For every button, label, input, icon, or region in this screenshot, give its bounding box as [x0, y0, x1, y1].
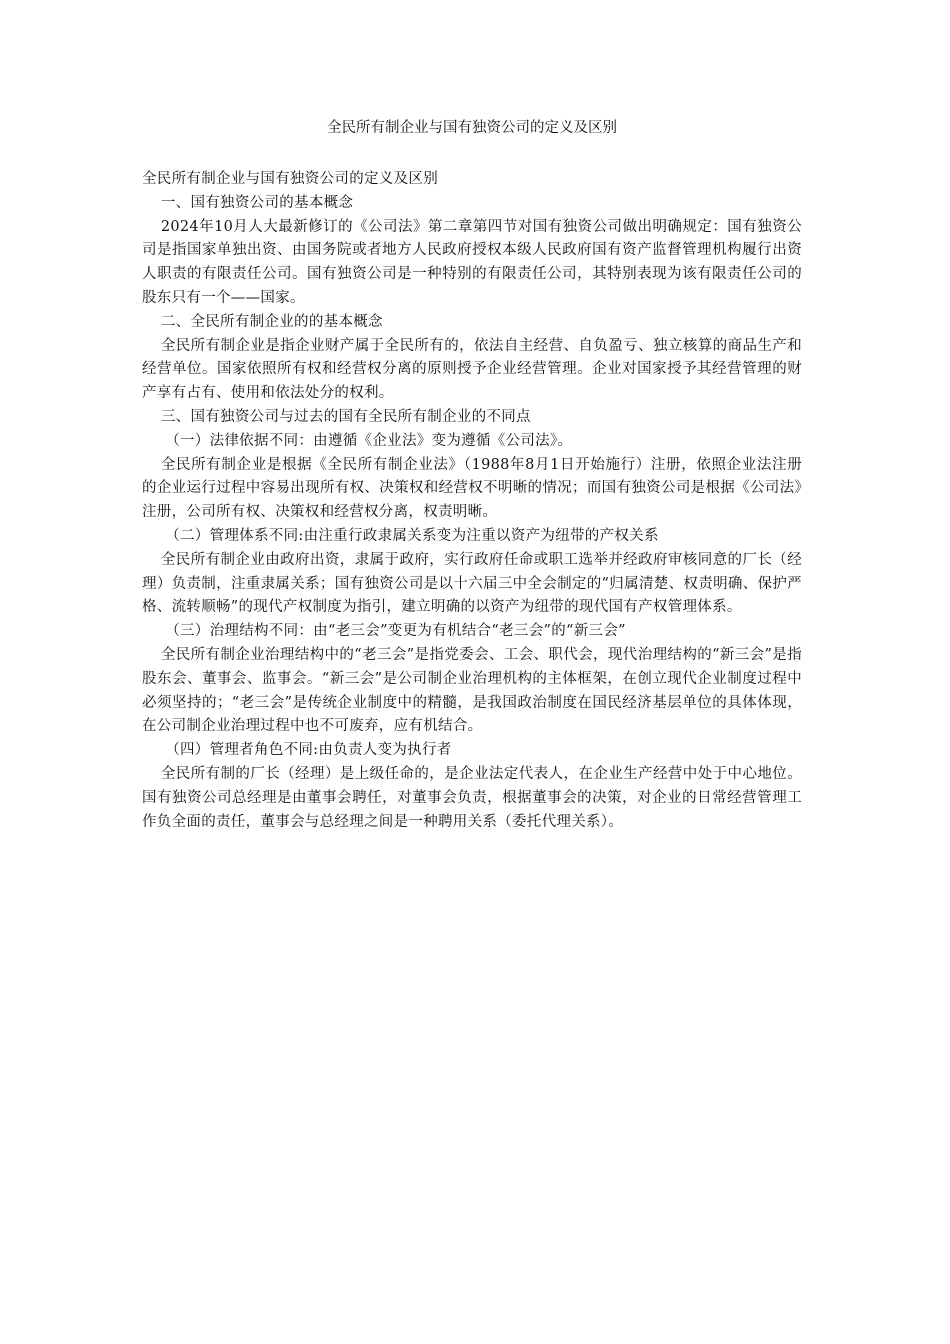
- subsection-heading-2: （二）管理体系不同:由注重行政隶属关系变为注重以资产为纽带的产权关系: [165, 527, 659, 544]
- paragraph: 全民所有制企业由政府出资，隶属于政府，实行政府任命或职工选举并经政府审核同意的厂长（经理）负责制，注重隶属关系；国有独资公司是以十六届三中全会制定的“归属清楚、权责明确、保护严格、流转顺畅”的现代产权制度为指引，建立明确的以资产为纽带的现代国有产权管理体系。: [142, 551, 802, 616]
- subsection-heading-4: （四）管理者角色不同:由负责人变为执行者: [165, 742, 452, 759]
- paragraph: 全民所有制企业是指企业财产属于全民所有的，依法自主经营、自负盈亏、独立核算的商品生产和经营单位。国家依照所有权和经营权分离的原则授予企业经营管理。企业对国家授予其经营管理的财产享有占有、使用和依法处分的权利。: [142, 337, 802, 402]
- paragraph: 全民所有制的厂长（经理）是上级任命的，是企业法定代表人，在企业生产经营中处于中心地位。国有独资公司总经理是由董事会聘任，对董事会负责，根据董事会的决策，对企业的日常经营管理工作负全面的责任，董事会与总经理之间是一种聘用关系（委托代理关系）。: [142, 765, 802, 830]
- subsection-heading-1: （一）法律依据不同：由遵循《企业法》变为遵循《公司法》。: [165, 432, 573, 449]
- paragraph: 全民所有制企业治理结构中的“老三会”是指党委会、工会、职代会，现代治理结构的“新三会”是指股东会、董事会、监事会。“新三会”是公司制企业治理机构的主体框架，在创立现代企业制度过程中必须坚持的；“老三会”是传统企业制度中的精髓，是我国政治制度在国民经济基层单位的具体体现，在公司制企业治理过程中也不可废弃，应有机结合。: [142, 646, 802, 735]
- section-heading-3: 三、国有独资公司与过去的国有全民所有制企业的不同点: [160, 408, 531, 425]
- subsection-heading-3: （三）治理结构不同：由“老三会”变更为有机结合“老三会”的“新三会”: [165, 623, 626, 640]
- document-page: [142, 118, 802, 834]
- section-heading-2: 二、全民所有制企业的的基本概念: [160, 313, 383, 330]
- document-title: 全民所有制企业与国有独资公司的定义及区别: [327, 120, 617, 136]
- paragraph: 全民所有制企业是根据《全民所有制企业法》（1988年8月1日开始施行）注册，依照企业法注册的企业运行过程中容易出现所有权、决策权和经营权不明晰的情况；而国有独资公司是根据《公司法》注册，公司所有权、决策权和经营权分离，权责明晰。: [142, 456, 802, 521]
- section-heading-1: 一、国有独资公司的基本概念: [160, 194, 354, 211]
- body-heading: 全民所有制企业与国有独资公司的定义及区别: [142, 171, 438, 187]
- document-body: [142, 168, 802, 834]
- paragraph: 2024年10月人大最新修订的《公司法》第二章第四节对国有独资公司做出明确规定：国有独资公司是指国家单独出资、由国务院或者地方人民政府授权本级人民政府国有资产监督管理机构履行出资人职责的有限责任公司。国有独资公司是一种特别的有限责任公司，其特别表现为该有限责任公司的股东只有一个——国家。: [142, 218, 802, 306]
